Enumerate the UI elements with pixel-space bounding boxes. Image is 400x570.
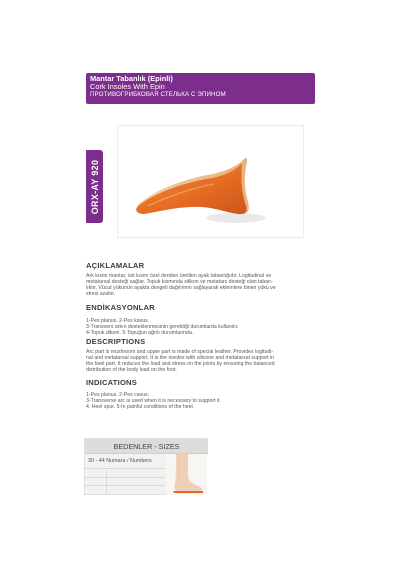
foot-with-insole-image — [166, 454, 207, 495]
heading-endikasyonlar: ENDİKASYONLAR — [86, 303, 155, 312]
sizes-table — [84, 438, 207, 495]
text-aciklamalar: Ark kısmı mantar, üst kısmı özel deriden üretilen ayak tabanlığıdır. Logitudinal ve metatarsal desteği sağlar. Topuk kısmında silikon ve metatars desteği olan taban- lıktır. Vücut yükünün ayakta dengeli dağılımını sağlayarak eklemlere binen yükü ve stresi azaltır. — [86, 273, 276, 298]
product-code: ORX-AY 920 — [89, 159, 100, 214]
sizes-range: 30 - 44 Numara / Numbers — [85, 454, 165, 469]
section-indications — [86, 378, 322, 410]
heading-indications: INDICATIONS — [86, 378, 137, 387]
title-english: Cork Insoles With Epin — [90, 82, 165, 92]
section-descriptions — [86, 337, 322, 373]
product-code-tab — [86, 150, 103, 223]
text-endikasyonlar: 1-Pes planus. 2-Pes kavus. 3-Transvers arkın desteklenmesinin gerektiği durumlarda kullanılır. 4-Topuk dikeni. 5-Topuğun ağrılı durumlarında. — [86, 318, 239, 337]
cork-insole-image — [118, 126, 305, 239]
title-russian: ПРОТИВОГРИБКОВАЯ СТЕЛЬКА С ЭПИНОМ — [90, 91, 226, 99]
section-aciklamalar — [86, 261, 322, 297]
sizes-empty-row — [85, 486, 165, 494]
text-descriptions: Arc part is mushroom and upper part is made of special leather. Provides logitudi- nal and metatarsal support. It is the insoles with silicone and metatarsal support in the heel part. It reduces the load and stress on the joints by ensuring the balanced distribution of the body load on the foot. — [86, 349, 275, 374]
heading-aciklamalar: AÇIKLAMALAR — [86, 261, 145, 270]
sizes-heading: BEDENLER - SIZES — [85, 439, 208, 454]
product-image-frame — [117, 125, 304, 238]
title-turkish: Mantar Tabanlık (Epinli) — [90, 74, 173, 83]
section-endikasyonlar — [86, 303, 322, 336]
sizes-empty-row — [85, 470, 165, 478]
foot-icon — [166, 454, 207, 495]
sizes-empty-row — [85, 478, 165, 486]
text-indications: 1-Pes planus. 2-Pes cavus. 3-Transverse arc is used when it is necessary to support it. 4. Heel spur. 5-In painful conditions of the heel. — [86, 392, 222, 411]
heading-descriptions: DESCRIPTIONS — [86, 337, 146, 346]
product-title-bar — [86, 73, 315, 104]
